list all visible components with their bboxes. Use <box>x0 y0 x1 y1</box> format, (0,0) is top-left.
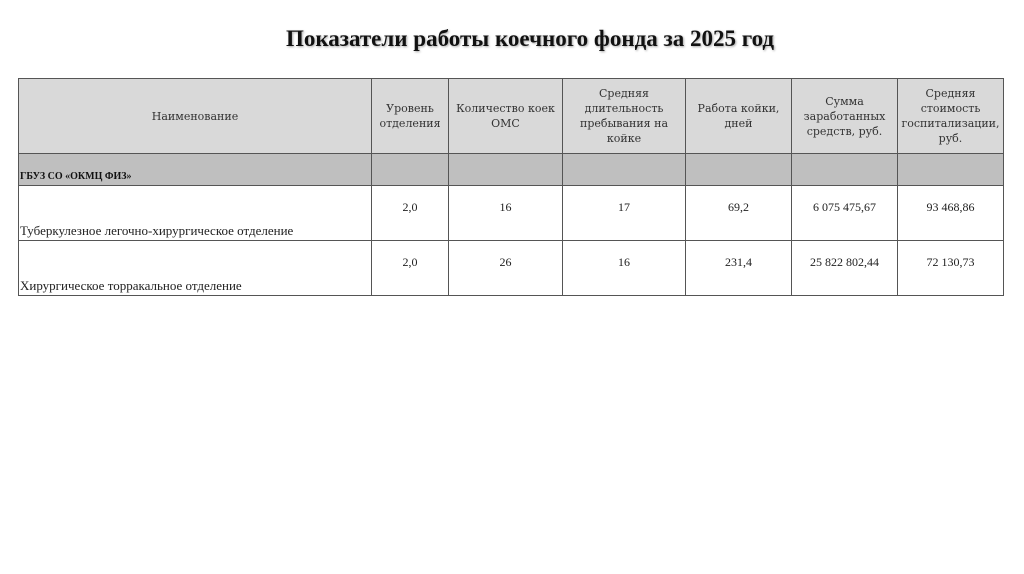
group-cell <box>686 154 792 186</box>
bed-fund-table <box>18 78 1004 296</box>
level-cell: 2,0 <box>372 241 449 296</box>
table-header-row <box>19 79 1004 154</box>
column-header-avg-stay: Средняя длительность пребывания на койке <box>563 79 686 154</box>
table-row <box>19 241 1004 296</box>
page-title: Показатели работы коечного фонда за 2025 год <box>285 26 775 51</box>
column-header-avg-cost: Средняя стоимость госпитализации, руб. <box>898 79 1004 154</box>
group-cell <box>563 154 686 186</box>
group-cell <box>372 154 449 186</box>
earned-cell: 6 075 475,67 <box>792 186 898 241</box>
avg-cost-cell: 72 130,73 <box>898 241 1004 296</box>
group-name: ГБУЗ СО «ОКМЦ ФИЗ» <box>19 154 372 186</box>
earned-cell: 25 822 802,44 <box>792 241 898 296</box>
column-header-name: Наименование <box>19 79 372 154</box>
column-header-beds: Количество коек ОМС <box>449 79 563 154</box>
avg-stay-cell: 16 <box>563 241 686 296</box>
department-name: Туберкулезное легочно-хирургическое отделение <box>19 186 372 241</box>
group-cell <box>898 154 1004 186</box>
bed-work-days-cell: 231,4 <box>686 241 792 296</box>
beds-cell: 16 <box>449 186 563 241</box>
group-row <box>19 154 1004 186</box>
group-cell <box>449 154 563 186</box>
column-header-earned: Сумма заработанных средств, руб. <box>792 79 898 154</box>
department-name: Хирургическое торракальное отделение <box>19 241 372 296</box>
avg-stay-cell: 17 <box>563 186 686 241</box>
beds-cell: 26 <box>449 241 563 296</box>
avg-cost-cell: 93 468,86 <box>898 186 1004 241</box>
column-header-level: Уровень отделения <box>372 79 449 154</box>
table-row <box>19 186 1004 241</box>
level-cell: 2,0 <box>372 186 449 241</box>
group-cell <box>792 154 898 186</box>
column-header-bed-work-days: Работа койки, дней <box>686 79 792 154</box>
bed-work-days-cell: 69,2 <box>686 186 792 241</box>
